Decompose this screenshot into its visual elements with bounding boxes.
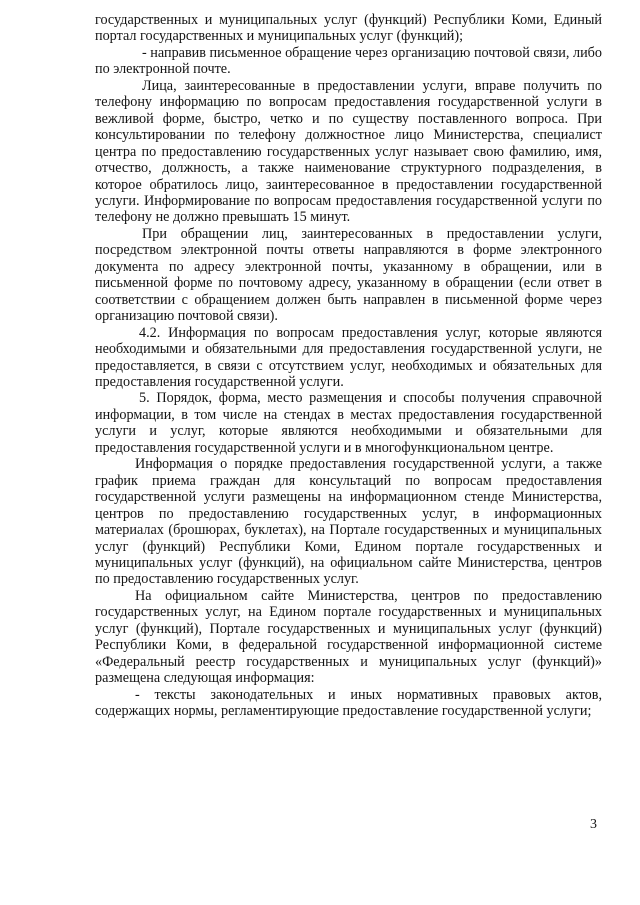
page-number: 3: [590, 817, 597, 832]
paragraph-section-4-2: 4.2. Информация по вопросам предоставления услуг, которые являются необходимыми и обязательными для предоставления государственной услуги, не предоставляется, в связи с отсутствием услуг, необходимых и обязательных для предоставления государственной услуги.: [95, 324, 602, 390]
paragraph-section-5: 5. Порядок, форма, место размещения и способы получения справочной информации, в том числе на стендах в местах предоставления государственной услуги и услуг, которые являются необходимыми и обязательными для предоставления государственной услуги и в многофункциональном центре.: [95, 390, 602, 456]
paragraph-legislation-texts: - тексты законодательных и иных нормативных правовых актов, содержащих нормы, регламентирующие предоставление государственной услуги;: [95, 686, 602, 720]
paragraph-official-site: На официальном сайте Министерства, центров по предоставлению государственных услуг, на Едином портале государственных и муниципальных услуг (функций), Портале государственных и муниципальных услуг (функций) Республики Коми, в федеральной государственной информационной системе «Федеральный реестр государственных и муниципальных услуг (функций)» размещена следующая информация:: [95, 587, 602, 687]
paragraph-phone-consultation: Лица, заинтересованные в предоставлении услуги, вправе получить по телефону информацию по вопросам предоставления государственной услуги в вежливой форме, быстро, четко и по существу поставленного вопроса. При консультировании по телефону должностное лицо Министерства, специалист центра по предоставлению государственных услуг называет свою фамилию, имя, отчество, должность, а также наименование структурного подразделения, в которое обратилось лицо, заинтересованное в предоставлении государственной услуги. Информирование по вопросам предоставления государственной услуги по телефону не должно превышать 15 минут.: [95, 77, 602, 226]
paragraph-postal-request: - направив письменное обращение через организацию почтовой связи, либо по электронной почте.: [95, 44, 602, 78]
document-body: [95, 12, 602, 719]
paragraph-email-requests: При обращении лиц, заинтересованных в предоставлении услуги, посредством электронной почты ответы направляются в форме электронного документа по адресу электронной почты, указанному в обращении, или в письменной форме по почтовому адресу, указанному в обращении (если ответ в соответствии с обращением должен быть направлен в письменной форме через организацию почтовой связи).: [95, 225, 602, 325]
paragraph-info-stand: Информация о порядке предоставления государственной услуги, а также график приема граждан для консультаций по вопросам предоставления государственной услуги размещены на информационном стенде Министерства, центров по предоставлению государственных услуг, в информационных материалах (брошюрах, буклетах), на Портале государственных и муниципальных услуг (функций) Республики Коми, Едином портале государственных и муниципальных услуг (функций), на официальном сайте Министерства, центров по предоставлению государственных услуг.: [95, 456, 602, 588]
paragraph-portal-continuation: государственных и муниципальных услуг (функций) Республики Коми, Единый портал государственных и муниципальных услуг (функций);: [95, 12, 602, 45]
